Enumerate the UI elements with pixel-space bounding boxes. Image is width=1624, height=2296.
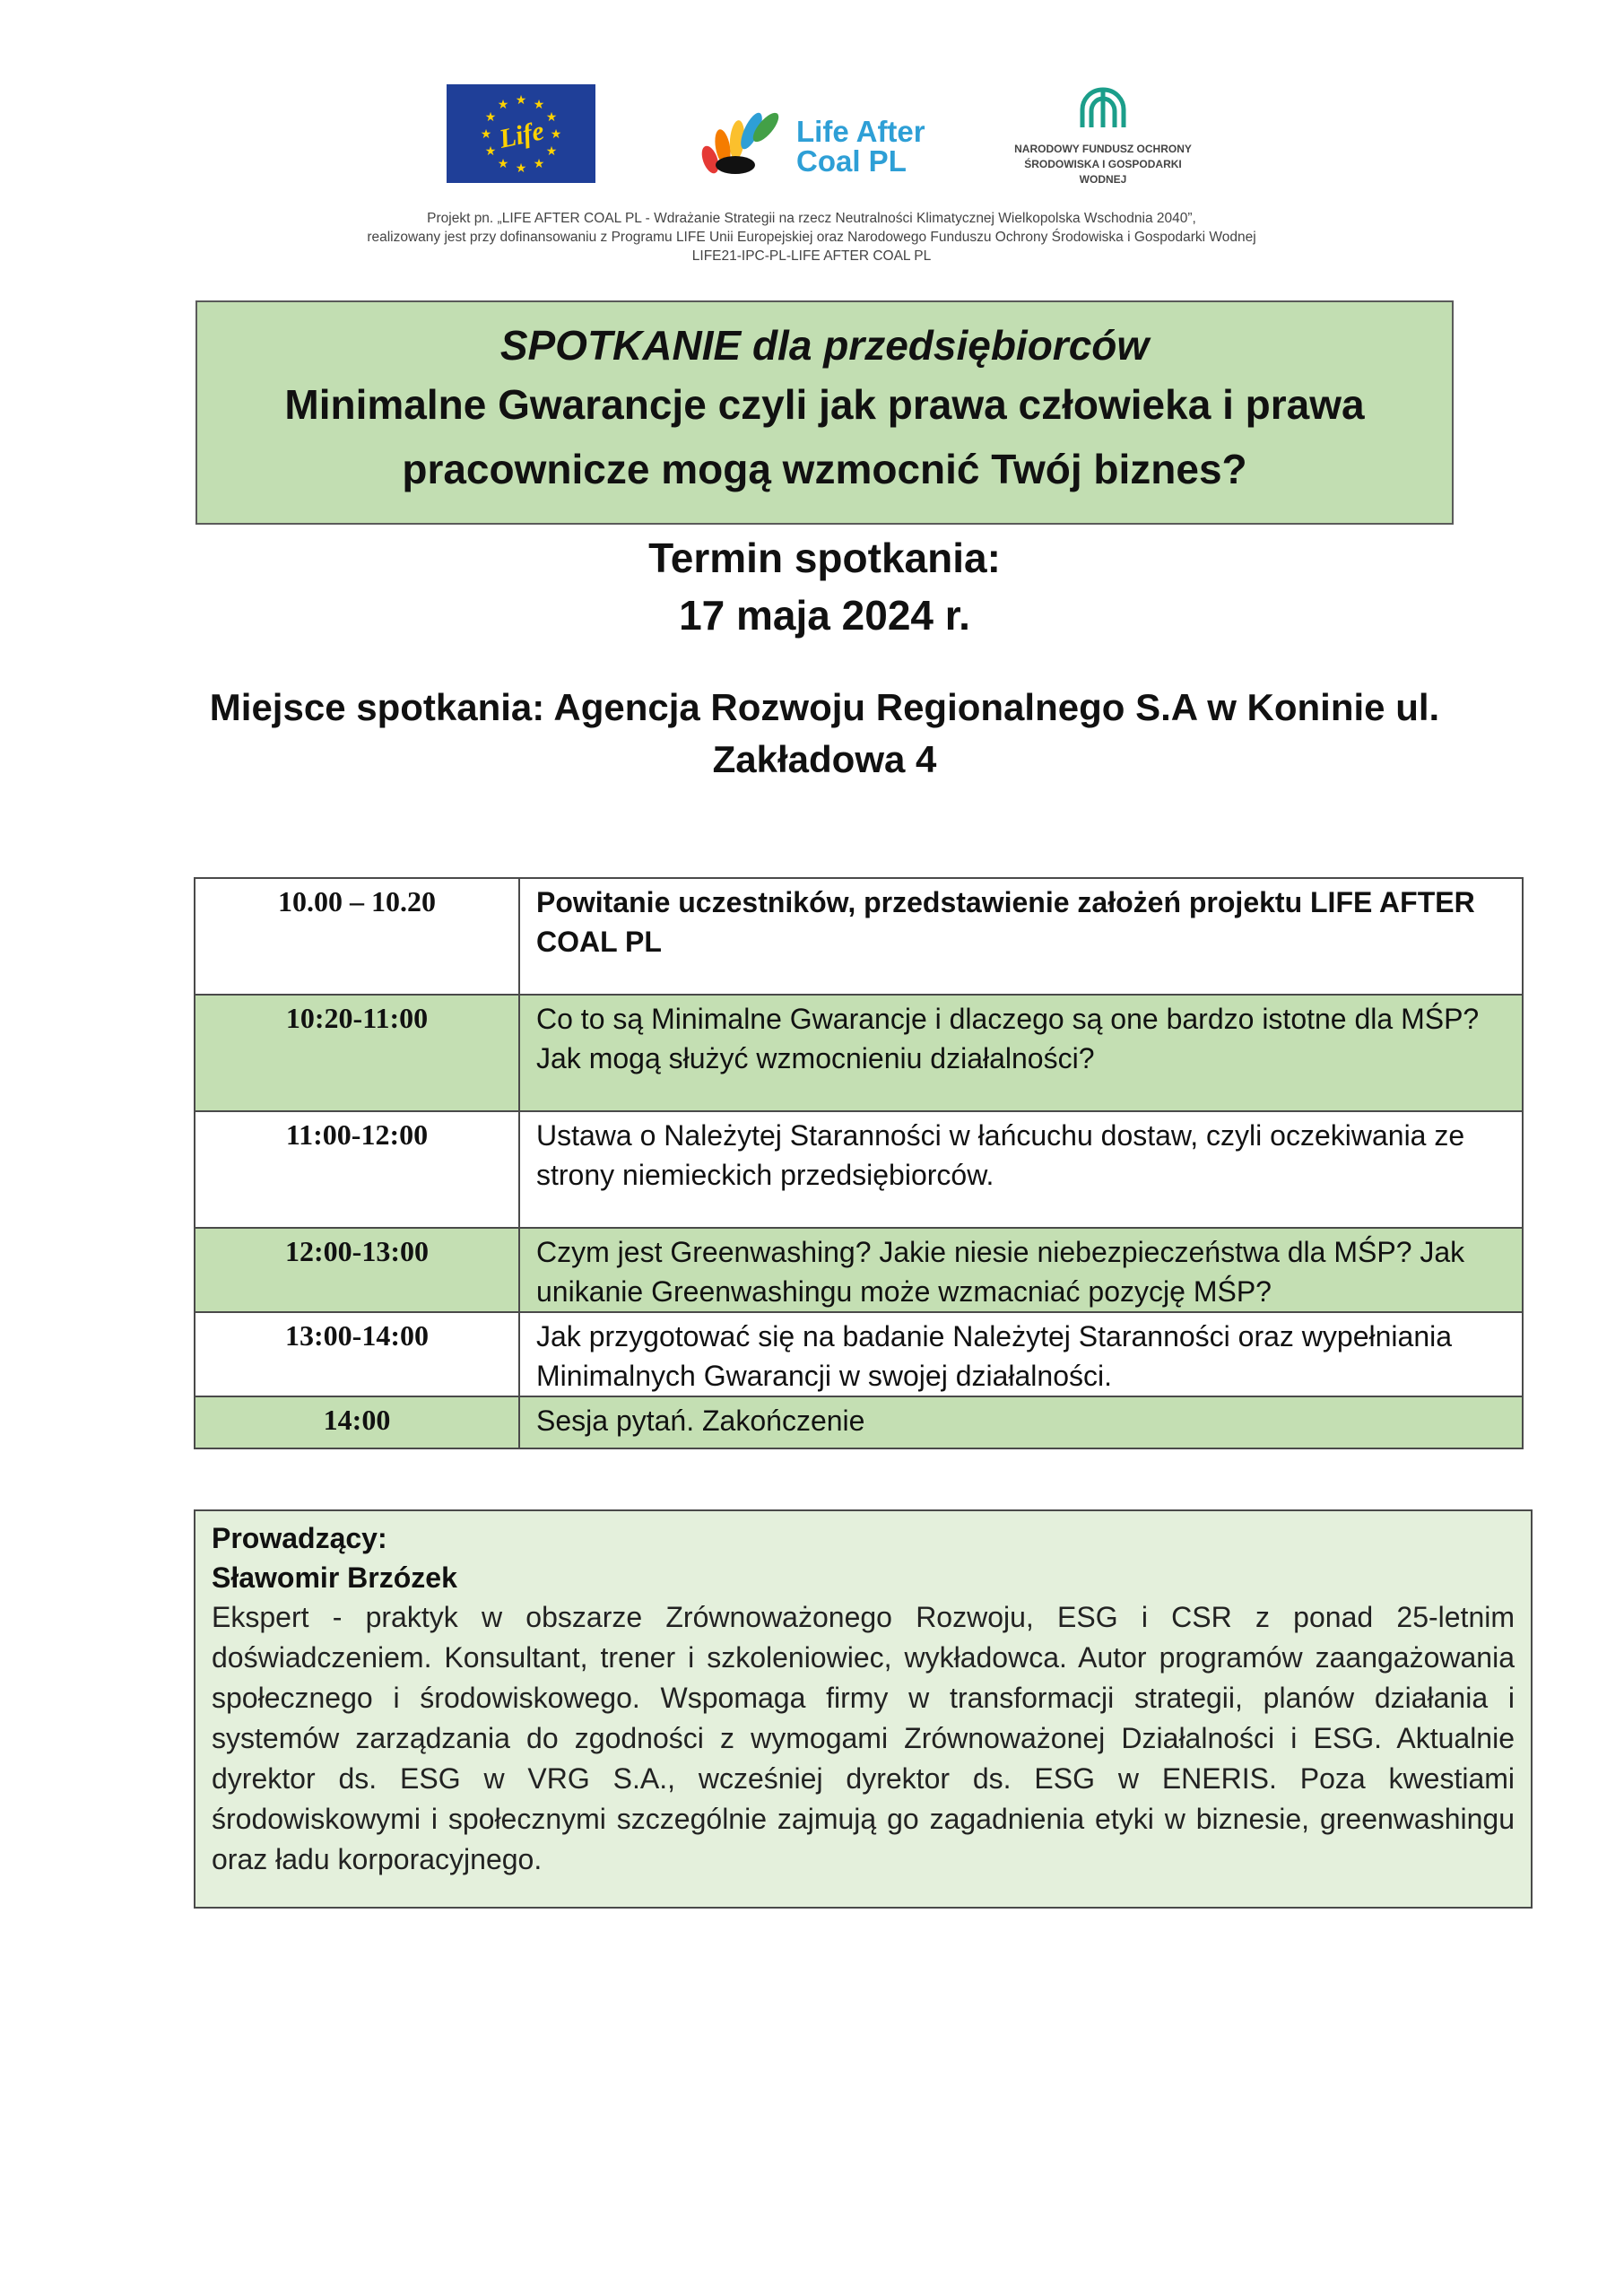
agenda-time: 10:20-11:00 (195, 995, 519, 1111)
agenda-row (195, 1228, 1523, 1312)
eu-stars-icon (447, 84, 595, 183)
title-box (195, 300, 1454, 525)
life-after-coal-logo (696, 100, 947, 181)
agenda-description: Czym jest Greenwashing? Jakie niesie niebezpieczeństwa dla MŚP? Jak unikanie Greenwashingu może wzmacniać pozycję MŚP? (519, 1228, 1523, 1312)
svg-text:★: ★ (515, 93, 527, 108)
meeting-place-line: Zakładowa 4 (712, 738, 937, 780)
presenter-label: Prowadzący: (212, 1522, 387, 1554)
agenda-description: Sesja pytań. Zakończenie (519, 1396, 1523, 1448)
agenda-row (195, 878, 1523, 995)
agenda-description: Jak przygotować się na badanie Należytej Staranności oraz wypełniania Minimalnych Gwarancji w swojej działalności. (519, 1312, 1523, 1396)
svg-text:★: ★ (484, 110, 497, 125)
agenda-description: Ustawa o Należytej Staranności w łańcuchu dostaw, czyli oczekiwania ze strony niemieckich przedsiębiorców. (519, 1111, 1523, 1228)
svg-text:★: ★ (550, 127, 562, 142)
agenda-description: Powitanie uczestników, przedstawienie założeń projektu LIFE AFTER COAL PL (519, 878, 1523, 995)
meeting-place-line: Miejsce spotkania: Agencja Rozwoju Regionalnego S.A w Koninie ul. (209, 686, 1440, 728)
agenda-table (194, 877, 1524, 1449)
agenda-time: 12:00-13:00 (195, 1228, 519, 1312)
hand-flame-icon (696, 100, 795, 181)
meeting-date (195, 529, 1454, 644)
meeting-date-value: 17 maja 2024 r. (679, 592, 970, 639)
agenda-description: Co to są Minimalne Gwarancje i dlaczego są one bardzo istotne dla MŚP? Jak mogą służyć wzmocnieniu działalności? (519, 995, 1523, 1111)
agenda-row (195, 995, 1523, 1111)
project-info (269, 209, 1354, 265)
project-info-line: realizowany jest przy dofinansowaniu z Programu LIFE Unii Europejskiej oraz Narodowego Funduszu Ochrony Środowiska i Gospodarki Wodnej (367, 230, 1256, 245)
svg-text:★: ★ (497, 98, 509, 112)
svg-text:★: ★ (497, 157, 509, 171)
agenda-row (195, 1312, 1523, 1396)
event-subtitle-line: Minimalne Gwarancje czyli jak prawa człowieka i prawa (284, 381, 1365, 428)
nfosigw-logo (1004, 83, 1202, 199)
agenda-time: 14:00 (195, 1396, 519, 1448)
svg-text:★: ★ (545, 144, 558, 159)
nfosigw-logo-text: NARODOWY FUNDUSZ OCHRONY ŚRODOWISKA I GOSPODARKI WODNEJ (1014, 143, 1192, 186)
project-info-line: LIFE21-IPC-PL-LIFE AFTER COAL PL (691, 248, 932, 264)
event-subtitle-line: pracownicze mogą wzmocnić Twój biznes? (402, 446, 1247, 492)
agenda-time: 10.00 – 10.20 (195, 878, 519, 995)
meeting-date-label: Termin spotkania: (648, 535, 1001, 581)
project-info-line: Projekt pn. „LIFE AFTER COAL PL - Wdrażanie Strategii na rzecz Neutralności Klimatycznej Wielkopolska Wschodnia 2040”, (427, 211, 1196, 226)
presenter-bio: Ekspert - praktyk w obszarze Zrównoważonego Rozwoju, ESG i CSR z ponad 25-letnim doświadczeniem. Konsultant, trener i szkoleniowiec, wykładowca. Autor programów zaangażowania społecznego i środowiskowego. Wspomaga firmy w transformacji strategii, planów działania i systemów zarządzania do zgodności z wymogami Zrównoważonej Działalności i ESG. Aktualnie dyrektor ds. ESG w VRG S.A., wcześniej dyrektor ds. ESG w ENERIS. Poza kwestiami środowiskowymi i społecznymi szczególnie zajmują go zagadnienia etyki w biznesie, greenwashingu oraz ładu korporacyjnego. (212, 1601, 1515, 1875)
svg-text:★: ★ (515, 161, 527, 176)
agenda-time: 11:00-12:00 (195, 1111, 519, 1228)
svg-text:★: ★ (545, 110, 558, 125)
life-logo-text: Life (496, 116, 547, 154)
agenda-row (195, 1111, 1523, 1228)
event-title: SPOTKANIE dla przedsiębiorców (499, 322, 1150, 369)
agenda-time: 13:00-14:00 (195, 1312, 519, 1396)
svg-text:★: ★ (480, 127, 492, 142)
meeting-place (195, 682, 1454, 786)
svg-text:★: ★ (533, 98, 545, 112)
life-after-coal-logo-text: Life After Coal PL (796, 115, 925, 178)
nfosigw-emblem-icon (1072, 83, 1134, 136)
agenda-row (195, 1396, 1523, 1448)
eu-life-logo (447, 84, 595, 183)
svg-text:★: ★ (533, 157, 545, 171)
presenter-name: Sławomir Brzózek (212, 1561, 457, 1594)
presenter-box (194, 1509, 1533, 1909)
svg-text:★: ★ (484, 144, 497, 159)
